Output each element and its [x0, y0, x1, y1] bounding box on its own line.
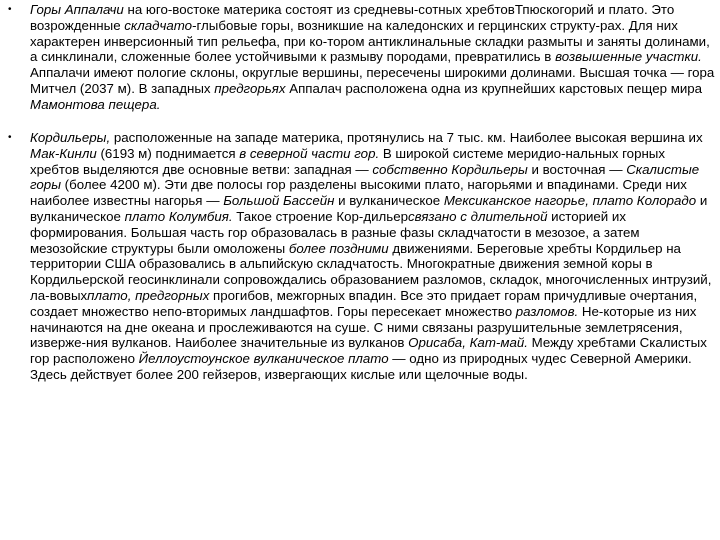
italic-term: предгорьях	[214, 80, 286, 96]
italic-term: плато Колумбия.	[124, 208, 233, 224]
italic-term: Орисаба, Кат-май.	[408, 335, 528, 351]
text-run: (6193 м) поднимается	[96, 145, 240, 161]
text-run: расположенные на западе материка, протянулись на 7 тыс. км. Наиболее высокая вершина их	[110, 130, 703, 145]
text-run: (более 4200 м). Эти две полосы гор разделены высокими плато, нагорьями и впадинами. Среди них наиболее известны нагорья —	[30, 177, 687, 209]
italic-term: Горы Аппалачи	[30, 2, 124, 17]
italic-term: Йеллоустоунское вулканическое плато	[138, 351, 389, 367]
text-run: Аппалач расположена одна из крупнейших карстовых пещер мира	[285, 80, 703, 96]
text-run: — одно из природных чудес Северной Америки. Здесь действует более 200 гейзеров, извергающих кислые или щелочные воды.	[30, 351, 692, 382]
italic-term: связано с длительной	[408, 208, 548, 224]
text-run: и восточная —	[527, 161, 627, 177]
text-run: историей их формирования. Большая часть гор образовалась в разные фазы складчатости в мезозое, а затем мезозойские структуры были омоложены	[30, 208, 640, 256]
text-run: прогибов, межгорных впадин. Все это придает горам причудливые очертания, создает множество непо-вторимых ландшафтов. Горы пересекает множество	[30, 287, 698, 319]
bullet-dot-icon: •	[8, 132, 12, 143]
paragraph-appalachians	[30, 2, 716, 113]
italic-term: Мамонтова пещера.	[30, 96, 161, 112]
italic-term: более поздними	[288, 240, 389, 256]
text-run: В широкой системе меридио-нальных горных хребтов выделяются две основные ветви: западная —	[30, 145, 666, 177]
italic-term: Кордильеры,	[30, 130, 111, 145]
text-run: на юго-востоке материка состоят из средневы-сотных хребтовТпюскогорий и плато. Это возрожденные	[30, 2, 675, 33]
text-run: Между хребтами Скалистых гор расположено	[30, 335, 707, 367]
text-run: Такое строение Кор-дильер	[232, 208, 409, 224]
text-run: и вулканическое	[334, 193, 444, 209]
bullet-dot-icon: •	[8, 4, 12, 15]
paragraph-cordilleras	[30, 130, 716, 383]
italic-term: возвышенные участки.	[555, 49, 702, 65]
italic-term: Скалистые горы	[30, 161, 700, 193]
text-run: -глыбовые горы, возникшие на каледонских и герцинских структу-рах. Для них характерен инверсионный тип рельефа, при ко-тором антиклинальные складки размыты и заняты долинами, а синклинали, сложенные более устойчивыми к размыву породами, превратились в	[30, 17, 710, 65]
text-run: Не-которые из них начинаются на дне океана и прослеживаются на суше. С ними связаны разрушительные землетрясения, изверже-ния вулканов. Наиболее значительные из вулканов	[30, 303, 697, 351]
italic-term: Мак-Кинли	[30, 145, 97, 161]
italic-term: складчато	[124, 17, 193, 33]
italic-term: Большой Бассейн	[223, 193, 335, 209]
italic-term: в северной части гор.	[239, 145, 380, 161]
italic-term: разломов.	[515, 303, 579, 319]
text-run: движениями. Береговые хребты Кордильер на территории США образовались в альпийскую складчатость. Многократные движения земной коры в Кордильерской геосинклинали сопровождались образованием разломов, складок, многочисленных интрузий, ла-вовых	[30, 240, 712, 303]
text-run: и вулканическое	[30, 193, 708, 224]
italic-term: собственно Кордильеры	[372, 161, 528, 177]
italic-term: плато, предгорных	[87, 287, 210, 303]
text-run: Аппалачи имеют пологие склоны, округлые вершины, пересечены широкими долинами. Высшая точка — гора Митчел (2037 м). В западных	[30, 65, 715, 96]
italic-term: Мексиканское нагорье, плато Колорадо	[443, 193, 697, 209]
